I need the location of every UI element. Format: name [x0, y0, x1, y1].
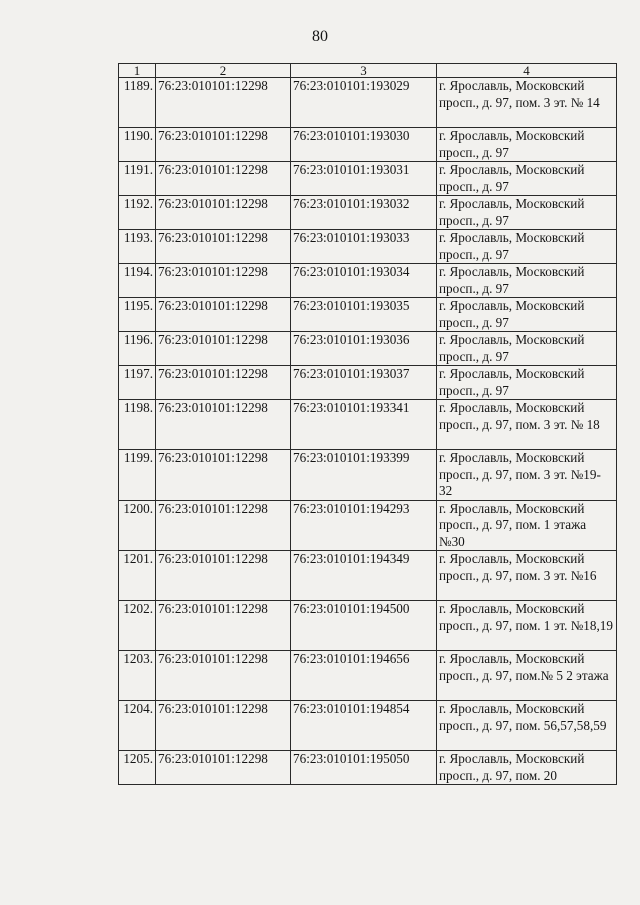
parent-cadastral-number: 76:23:010101:12298: [156, 400, 291, 450]
table-row: [119, 298, 617, 332]
cadastral-number: 76:23:010101:194293: [291, 500, 437, 551]
address: г. Ярославль, Московский просп., д. 97, пом. 56,57,58,59: [437, 701, 617, 751]
table-row: [119, 162, 617, 196]
cadastral-number: 76:23:010101:193032: [291, 196, 437, 230]
table-header-row: [119, 64, 617, 78]
row-number: 1198.: [119, 400, 156, 450]
row-number: 1200.: [119, 500, 156, 551]
table-row: [119, 230, 617, 264]
parent-cadastral-number: 76:23:010101:12298: [156, 500, 291, 551]
parent-cadastral-number: 76:23:010101:12298: [156, 366, 291, 400]
parent-cadastral-number: 76:23:010101:12298: [156, 128, 291, 162]
cadastral-number: 76:23:010101:193033: [291, 230, 437, 264]
row-number: 1202.: [119, 601, 156, 651]
address: г. Ярославль, Московский просп., д. 97, пом.№ 5 2 этажа: [437, 651, 617, 701]
address: г. Ярославль, Московский просп., д. 97, пом. 3 эт. №16: [437, 551, 617, 601]
registry-table: [118, 63, 617, 785]
cadastral-number: 76:23:010101:193037: [291, 366, 437, 400]
row-number: 1204.: [119, 701, 156, 751]
parent-cadastral-number: 76:23:010101:12298: [156, 751, 291, 785]
address: г. Ярославль, Московский просп., д. 97: [437, 128, 617, 162]
row-number: 1199.: [119, 450, 156, 501]
cadastral-number: 76:23:010101:194854: [291, 701, 437, 751]
cadastral-number: 76:23:010101:194500: [291, 601, 437, 651]
table-row: [119, 450, 617, 501]
table-row: [119, 128, 617, 162]
parent-cadastral-number: 76:23:010101:12298: [156, 264, 291, 298]
table-row: [119, 500, 617, 551]
row-number: 1195.: [119, 298, 156, 332]
column-header: 2: [156, 64, 291, 78]
address: г. Ярославль, Московский просп., д. 97: [437, 264, 617, 298]
row-number: 1190.: [119, 128, 156, 162]
address: г. Ярославль, Московский просп., д. 97: [437, 196, 617, 230]
address: г. Ярославль, Московский просп., д. 97: [437, 298, 617, 332]
row-number: 1197.: [119, 366, 156, 400]
row-number: 1196.: [119, 332, 156, 366]
table-row: [119, 551, 617, 601]
table-row: [119, 332, 617, 366]
address: г. Ярославль, Московский просп., д. 97: [437, 332, 617, 366]
parent-cadastral-number: 76:23:010101:12298: [156, 196, 291, 230]
cadastral-number: 76:23:010101:193031: [291, 162, 437, 196]
cadastral-number: 76:23:010101:194349: [291, 551, 437, 601]
cadastral-number: 76:23:010101:193030: [291, 128, 437, 162]
table-body: [119, 78, 617, 785]
table-row: [119, 651, 617, 701]
row-number: 1203.: [119, 651, 156, 701]
row-number: 1189.: [119, 78, 156, 128]
address: г. Ярославль, Московский просп., д. 97, пом. 3 эт. № 18: [437, 400, 617, 450]
row-number: 1201.: [119, 551, 156, 601]
cadastral-number: 76:23:010101:193036: [291, 332, 437, 366]
parent-cadastral-number: 76:23:010101:12298: [156, 651, 291, 701]
table-row: [119, 400, 617, 450]
row-number: 1191.: [119, 162, 156, 196]
table-row: [119, 264, 617, 298]
cadastral-number: 76:23:010101:193035: [291, 298, 437, 332]
table-row: [119, 601, 617, 651]
address: г. Ярославль, Московский просп., д. 97: [437, 230, 617, 264]
cadastral-number: 76:23:010101:193029: [291, 78, 437, 128]
parent-cadastral-number: 76:23:010101:12298: [156, 601, 291, 651]
table-row: [119, 78, 617, 128]
address: г. Ярославль, Московский просп., д. 97, пом. 3 эт. №19-32: [437, 450, 617, 501]
parent-cadastral-number: 76:23:010101:12298: [156, 551, 291, 601]
parent-cadastral-number: 76:23:010101:12298: [156, 162, 291, 196]
address: г. Ярославль, Московский просп., д. 97, пом. 20: [437, 751, 617, 785]
cadastral-number: 76:23:010101:194656: [291, 651, 437, 701]
cadastral-number: 76:23:010101:195050: [291, 751, 437, 785]
cadastral-number: 76:23:010101:193341: [291, 400, 437, 450]
address: г. Ярославль, Московский просп., д. 97: [437, 162, 617, 196]
address: г. Ярославль, Московский просп., д. 97, пом. 1 этажа №30: [437, 500, 617, 551]
table-row: [119, 366, 617, 400]
parent-cadastral-number: 76:23:010101:12298: [156, 230, 291, 264]
parent-cadastral-number: 76:23:010101:12298: [156, 701, 291, 751]
parent-cadastral-number: 76:23:010101:12298: [156, 450, 291, 501]
column-header: 4: [437, 64, 617, 78]
parent-cadastral-number: 76:23:010101:12298: [156, 78, 291, 128]
parent-cadastral-number: 76:23:010101:12298: [156, 332, 291, 366]
row-number: 1193.: [119, 230, 156, 264]
parent-cadastral-number: 76:23:010101:12298: [156, 298, 291, 332]
table-row: [119, 196, 617, 230]
page-number: 80: [312, 28, 328, 45]
cadastral-number: 76:23:010101:193399: [291, 450, 437, 501]
table-row: [119, 751, 617, 785]
row-number: 1192.: [119, 196, 156, 230]
table-row: [119, 701, 617, 751]
row-number: 1205.: [119, 751, 156, 785]
row-number: 1194.: [119, 264, 156, 298]
address: г. Ярославль, Московский просп., д. 97, пом. 1 эт. №18,19: [437, 601, 617, 651]
column-header: 3: [291, 64, 437, 78]
cadastral-number: 76:23:010101:193034: [291, 264, 437, 298]
address: г. Ярославль, Московский просп., д. 97, пом. 3 эт. № 14: [437, 78, 617, 128]
column-header: 1: [119, 64, 156, 78]
address: г. Ярославль, Московский просп., д. 97: [437, 366, 617, 400]
